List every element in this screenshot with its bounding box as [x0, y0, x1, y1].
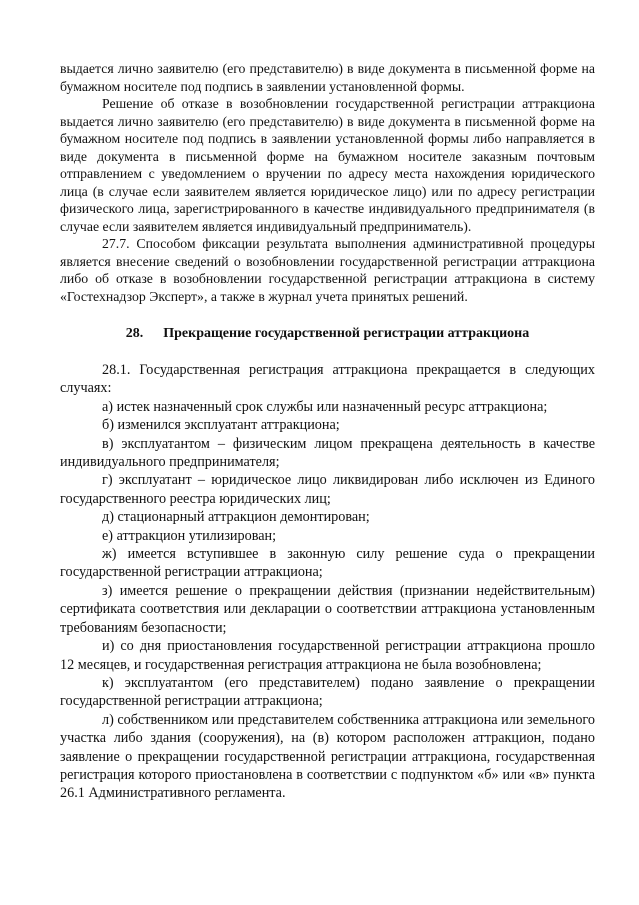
list-item-k: к) эксплуатантом (его представителем) подано заявление о прекращении государственной регистрации аттракциона;: [60, 674, 595, 710]
list-item-l: л) собственником или представителем собственника аттракциона или земельного участка либо здания (сооружения), на (в) котором расположен аттракцион, подано заявление о прекращении государственной регистрации аттракциона, государственная регистрация которого приостановлена в соответствии с подпунктом «б» или «в» пункта 26.1 Административного регламента.: [60, 711, 595, 802]
list-item-v: в) эксплуатантом – физическим лицом прекращена деятельность в качестве индивидуального предпринимателя;: [60, 435, 595, 471]
paragraph-group-28: [60, 361, 595, 803]
paragraph-group-27: [60, 60, 595, 305]
list-item-b: б) изменился эксплуатант аттракциона;: [102, 417, 340, 434]
paragraph-continuation: выдается лично заявителю (его представителю) в виде документа в письменной форме на бумажном носителе под подпись в заявлении установленной формы.: [60, 61, 595, 94]
paragraph-refusal-decision: Решение об отказе в возобновлении государственной регистрации аттракциона выдается лично заявителю (его представителю) в виде документа в письменной форме на бумажном носителе под подпись в заявлении установленной формы либо направляется в виде документа в письменной форме на бумажном носителе заказным почтовым отправлением с уведомлением о вручении по адресу места нахождения юридического лица (в случае если заявителем является юридическое лицо) или по адресу регистрации физического лица, зарегистрированного в качестве индивидуального предпринимателя (в случае если заявителем является индивидуальный предприниматель).: [60, 96, 595, 234]
section-heading: [60, 325, 595, 343]
section-number: 28.: [125, 326, 144, 341]
list-item-d: д) стационарный аттракцион демонтирован;: [102, 509, 370, 526]
list-item-e: е) аттракцион утилизирован;: [102, 527, 277, 544]
paragraph-27-7: 27.7. Способом фиксации результата выполнения административной процедуры является внесение сведений о возобновлении государственной регистрации аттракциона либо об отказе в возобновлении государственной регистрации аттракциона в систему «Гостехнадзор Эксперт», а также в журнал учета принятых решений.: [60, 236, 595, 304]
list-item-i: и) со дня приостановления государственной регистрации аттракциона прошло 12 месяцев, и государственная регистрация аттракциона не была возобновлена;: [60, 638, 595, 673]
section-title: Прекращение государственной регистрации аттракциона: [163, 326, 530, 341]
list-item-a: а) истек назначенный срок службы или назначенный ресурс аттракциона;: [102, 398, 548, 415]
list-item-zh: ж) имеется вступившее в законную силу решение суда о прекращении государственной регистрации аттракциона;: [60, 546, 595, 581]
paragraph-28-1: 28.1. Государственная регистрация аттракциона прекращается в следующих случаях:: [60, 362, 595, 397]
list-item-z: з) имеется решение о прекращении действия (признании недействительным) сертификата соответствия или декларации о соответствии аттракциона установленным требованиям безопасности;: [60, 582, 595, 636]
list-item-g: г) эксплуатант – юридическое лицо ликвидирован либо исключен из Единого государственного реестра юридических лиц;: [60, 472, 595, 507]
